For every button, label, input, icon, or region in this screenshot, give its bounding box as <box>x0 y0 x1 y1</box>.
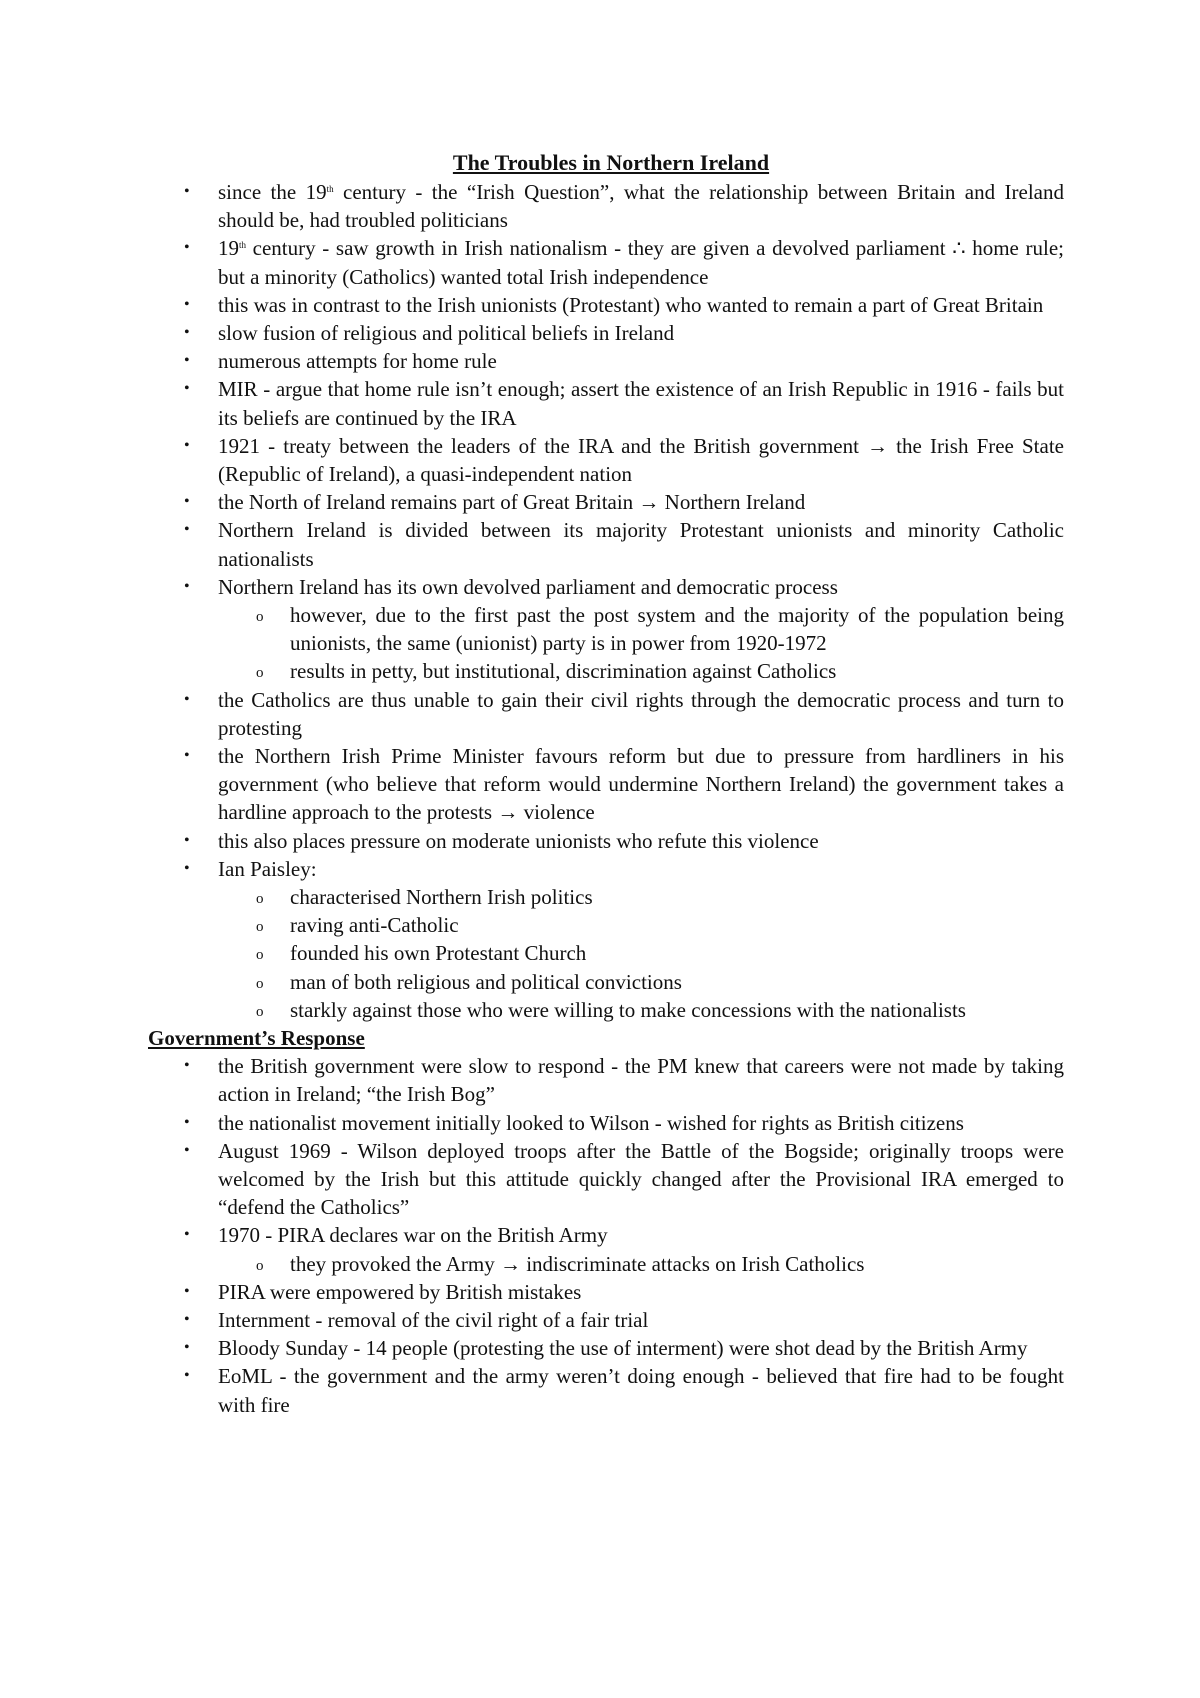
list-item-text: Internment - removal of the civil right of a fair trial <box>218 1307 649 1332</box>
list-item <box>148 827 1064 855</box>
sub-list-item <box>218 601 1064 657</box>
list-item <box>148 234 1064 290</box>
list-item <box>148 432 1064 488</box>
list-item-text: the North of Ireland remains part of Great Britain → Northern Ireland <box>218 490 806 515</box>
list-item-text: Bloody Sunday - 14 people (protesting the use of interment) were shot dead by the British Army <box>218 1336 1028 1361</box>
list-item-text: numerous attempts for home rule <box>218 349 497 374</box>
bullet-list-troubles <box>148 178 1064 1024</box>
bullet-icon: • <box>184 239 190 257</box>
list-item <box>148 855 1064 1024</box>
sub-bullet-icon: o <box>256 1257 264 1274</box>
bullet-icon: • <box>184 831 190 849</box>
list-item <box>148 516 1064 572</box>
sub-bullet-icon: o <box>256 919 264 936</box>
bullet-icon: • <box>184 324 190 342</box>
list-item <box>148 1221 1064 1277</box>
list-item-text: the Northern Irish Prime Minister favours reform but due to pressure from hardliners in his government (who believe that reform would undermine Northern Ireland) the government takes a hardline approach to the protests → violence <box>218 744 1064 825</box>
bullet-icon: • <box>184 690 190 708</box>
list-item-text: 1921 - treaty between the leaders of the IRA and the British government → the Irish Free State (Republic of Ireland), a quasi-independent nation <box>218 433 1064 487</box>
sub-list-item <box>218 939 1064 967</box>
sub-bullet-icon: o <box>256 975 264 992</box>
list-item <box>148 1278 1064 1306</box>
list-item-text: MIR - argue that home rule isn’t enough; assert the existence of an Irish Republic in 1916 - fails but its beliefs are continued by the IRA <box>218 377 1064 430</box>
list-item <box>148 573 1064 686</box>
sub-list-item-text: man of both religious and political convictions <box>290 969 682 994</box>
bullet-icon: • <box>184 1141 190 1159</box>
document-title: The Troubles in Northern Ireland <box>452 150 770 175</box>
bullet-icon: • <box>184 577 190 595</box>
bullet-icon: • <box>184 1057 190 1075</box>
bullet-icon: • <box>184 1113 190 1131</box>
list-item-text: the British government were slow to respond - the PM knew that careers were not made by taking action in Ireland; “the Irish Bog” <box>218 1054 1064 1107</box>
sub-list-item <box>218 911 1064 939</box>
sub-bullet-icon: o <box>256 947 264 964</box>
list-item <box>148 178 1064 234</box>
list-item <box>148 742 1064 827</box>
bullet-icon: • <box>184 1339 190 1357</box>
list-item-text: August 1969 - Wilson deployed troops after the Battle of the Bogside; originally troops were welcomed by the Irish but this attitude quickly changed after the Provisional IRA emerged to “defend the Catholics” <box>218 1138 1064 1220</box>
sub-bullet-icon: o <box>256 665 264 682</box>
list-item-text-start: since the 19 <box>218 180 327 204</box>
sub-bullet-list <box>218 883 1064 1024</box>
sub-list-item-text: characterised Northern Irish politics <box>290 885 593 910</box>
sub-bullet-list <box>218 601 1064 686</box>
sub-list-item <box>218 657 1064 685</box>
sub-list-item-text: raving anti-Catholic <box>290 913 459 938</box>
bullet-icon: • <box>184 521 190 539</box>
list-item-text: the nationalist movement initially looked to Wilson - wished for rights as British citizens <box>218 1110 964 1135</box>
sub-bullet-icon: o <box>256 891 264 908</box>
sub-list-item <box>218 883 1064 911</box>
list-item <box>148 291 1064 319</box>
sub-list-item <box>218 1250 1064 1278</box>
list-item-text <box>218 236 1064 288</box>
bullet-icon: • <box>184 183 190 200</box>
list-item <box>148 347 1064 375</box>
list-item-text: Northern Ireland has its own devolved parliament and democratic process <box>218 574 838 599</box>
list-item-text: Northern Ireland is divided between its majority Protestant unionists and minority Catholic nationalists <box>218 518 1064 571</box>
list-item-text: the Catholics are thus unable to gain their civil rights through the democratic process and turn to protesting <box>218 687 1064 740</box>
list-item <box>148 1109 1064 1137</box>
sub-bullet-icon: o <box>256 1003 264 1020</box>
list-item-text <box>218 180 1064 232</box>
bullet-icon: • <box>184 859 190 877</box>
bullet-icon: • <box>184 1310 190 1328</box>
bullet-icon: • <box>184 1226 190 1244</box>
ordinal-suffix: th <box>326 184 334 194</box>
list-item-text: PIRA were empowered by British mistakes <box>218 1279 582 1304</box>
list-item <box>148 1052 1064 1108</box>
list-item <box>148 488 1064 516</box>
list-item <box>148 1306 1064 1334</box>
bullet-icon: • <box>184 295 190 313</box>
list-item-text: slow fusion of religious and political beliefs in Ireland <box>218 321 675 346</box>
list-item-text: this was in contrast to the Irish unionists (Protestant) who wanted to remain a part of Great Britain <box>218 292 1044 317</box>
list-item-text-start: 19 <box>218 236 239 261</box>
bullet-icon: • <box>184 493 190 511</box>
bullet-list-governments-response <box>148 1052 1064 1419</box>
bullet-icon: • <box>184 747 190 765</box>
list-item-text: this also places pressure on moderate unionists who refute this violence <box>218 828 819 853</box>
list-item-text: Ian Paisley: <box>218 856 317 881</box>
list-item <box>148 319 1064 347</box>
list-item <box>148 1137 1064 1222</box>
list-item-text-end: century - the “Irish Question”, what the relationship between Britain and Ireland should be, had troubled politicians <box>218 180 1064 233</box>
ordinal-suffix: th <box>239 240 247 251</box>
list-item <box>148 375 1064 431</box>
sub-list-item <box>218 996 1064 1024</box>
bullet-icon: • <box>184 380 190 398</box>
section-heading-governments-response: Government’s Response <box>148 1026 365 1051</box>
sub-list-item-text: founded his own Protestant Church <box>290 941 587 966</box>
list-item-text: 1970 - PIRA declares war on the British Army <box>218 1223 608 1248</box>
sub-bullet-icon: o <box>256 609 264 626</box>
sub-list-item <box>218 968 1064 996</box>
bullet-icon: • <box>184 1282 190 1300</box>
list-item-text: EoML - the government and the army weren’t doing enough - believed that fire had to be fought with fire <box>218 1364 1064 1417</box>
list-item-text-end: century - saw growth in Irish nationalism - they are given a devolved parliament ∴ home rule; but a minority (Catholics) wanted total Irish independence <box>218 236 1064 289</box>
sub-list-item-text: results in petty, but institutional, discrimination against Catholics <box>290 659 837 684</box>
list-item <box>148 1362 1064 1418</box>
list-item <box>148 686 1064 742</box>
bullet-icon: • <box>184 352 190 370</box>
list-item <box>148 1334 1064 1362</box>
bullet-icon: • <box>184 1367 190 1385</box>
sub-list-item-text: they provoked the Army → indiscriminate attacks on Irish Catholics <box>290 1251 865 1276</box>
bullet-icon: • <box>184 436 190 454</box>
sub-list-item-text: however, due to the first past the post system and the majority of the population being unionists, the same (unionist) party is in power from 1920-1972 <box>290 603 1064 656</box>
sub-bullet-list <box>218 1250 1064 1278</box>
sub-list-item-text: starkly against those who were willing to make concessions with the nationalists <box>290 997 966 1022</box>
